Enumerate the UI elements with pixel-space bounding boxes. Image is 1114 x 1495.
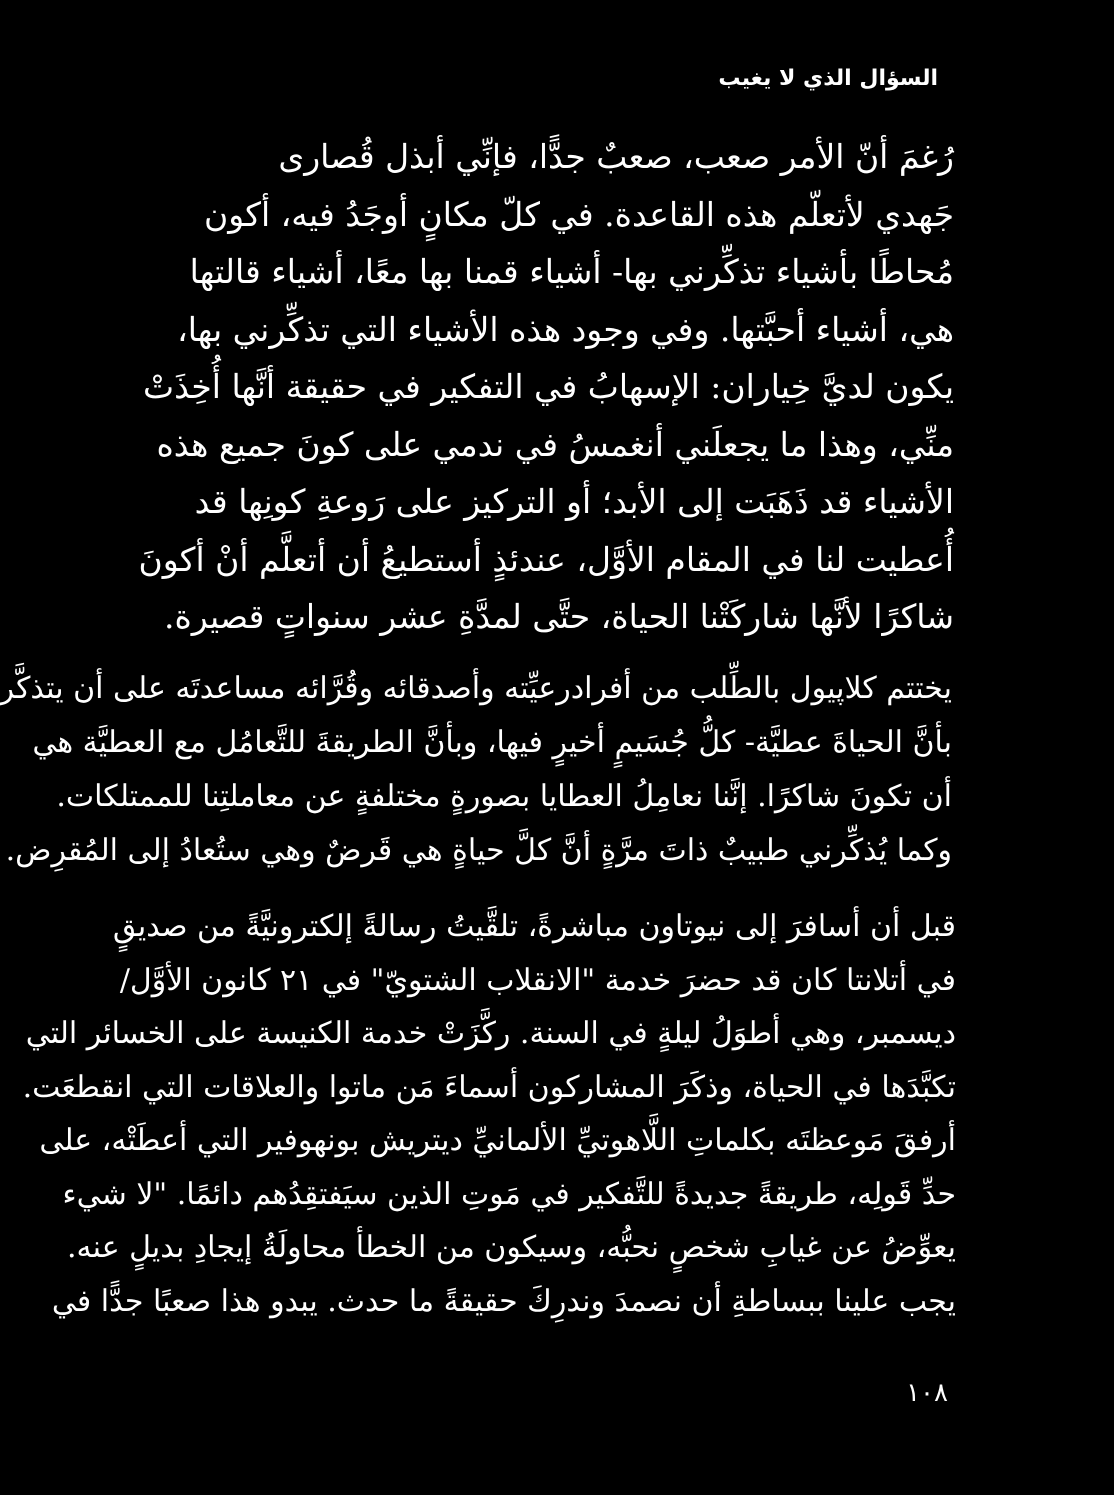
text-line: ديسمبر، وهي أطوَلُ ليلةٍ في السنة. ركَّزَتْ خدمة الكنيسة على الخسائر التي <box>25 1016 956 1051</box>
text-line: قبل أن أسافرَ إلى نيوتاون مباشرةً، تلقَّيتُ رسالةً إلكترونيَّةً من صديقٍ <box>112 909 956 944</box>
paragraph-3 <box>22 900 956 1328</box>
text-line: أن تكونَ شاكرًا. إنَّنا نعامِلُ العطايا بصورةٍ مختلفةٍ عن معاملتِنا للممتلكات. <box>56 779 952 814</box>
paragraph-1 <box>138 128 954 646</box>
text-line: رُغمَ أنّ الأمر صعب، صعبٌ جدًّا، فإنِّي أبذل قُصارى <box>278 137 954 176</box>
text-line: منِّي، وهذا ما يجعلَني أنغمسُ في ندمي على كونَ جميع هذه <box>156 424 954 464</box>
text-line: جَهدي لأتعلّم هذه القاعدة. في كلّ مكانٍ أوجَدُ فيه، أكون <box>204 194 954 234</box>
text-line: يعوِّضُ عن غيابِ شخصٍ نحبُّه، وسيكون من الخطأ محاولَةُ إيجادِ بديلٍ عنه. <box>67 1230 956 1265</box>
text-line: يجب علينا ببساطةِ أن نصمدَ وندرِكَ حقيقةً ما حدث. يبدو هذا صعبًا جدًّا في <box>51 1283 956 1319</box>
page-number: ١٠٨ <box>906 1378 948 1408</box>
text-line: أرفقَ مَوعظتَه بكلماتِ اللَّاهوتيِّ الألمانيِّ ديتريش بونهوفير التي أعطَتْه، على <box>39 1123 956 1158</box>
paragraph-2 <box>0 662 952 878</box>
running-header: السؤال الذي لا يغيب <box>718 66 938 91</box>
text-line: مُحاطًا بأشياء تذكِّرني بها- أشياء قمنا بها معًا، أشياء قالتها <box>189 252 954 291</box>
text-line: بأنَّ الحياةَ عطيَّة- كلُّ جُسَيمٍ أخيرٍ فيها، وبأنَّ الطريقةَ للتَّعامُل مع العطيَّة هي <box>32 725 952 760</box>
text-line: وكما يُذكِّرني طبيبٌ ذاتَ مرَّةٍ أنَّ كلَّ حياةٍ هي قَرضٌ وهي ستُعادُ إلى المُقرِض. <box>5 833 952 868</box>
text-line: أُعطيت لنا في المقام الأوَّل، عندئذٍ أستطيعُ أن أتعلَّم أنْ أكونَ <box>138 539 954 579</box>
text-line: يكون لديَّ خِياران: الإسهابُ في التفكير في حقيقة أنَّها أُخِذَتْ <box>143 367 954 406</box>
text-line: يختتم كلاپيول بالطِّلب من أفرادرعيِّته وأصدقائه وقُرَّائه مساعدتَه على أن يتذكَّر <box>0 671 952 706</box>
text-line: الأشياء قد ذَهَبَت إلى الأبد؛ أو التركيز على رَوعةِ كونِها قد <box>194 482 954 521</box>
text-line: حدِّ قَولِه، طريقةً جديدةً للتَّفكير في مَوتِ الذين سيَفتقِدُهم دائمًا. "لا شيء <box>62 1176 956 1212</box>
text-line: هي، أشياء أحبَّتها. وفي وجود هذه الأشياء التي تذكِّرني بها، <box>177 309 954 349</box>
text-line: تكبَّدَها في الحياة، وذكَرَ المشاركون أسماءَ مَن ماتوا والعلاقات التي انقطعَت. <box>22 1069 956 1105</box>
text-line: شاكرًا لأنَّها شاركَتْنا الحياة، حتَّى لمدَّةِ عشر سنواتٍ قصيرة. <box>164 597 954 636</box>
text-line: في أتلانتا كان قد حضرَ خدمة "الانقلاب الشتويّ" في ٢١ كانون الأوَّل/ <box>119 962 956 998</box>
